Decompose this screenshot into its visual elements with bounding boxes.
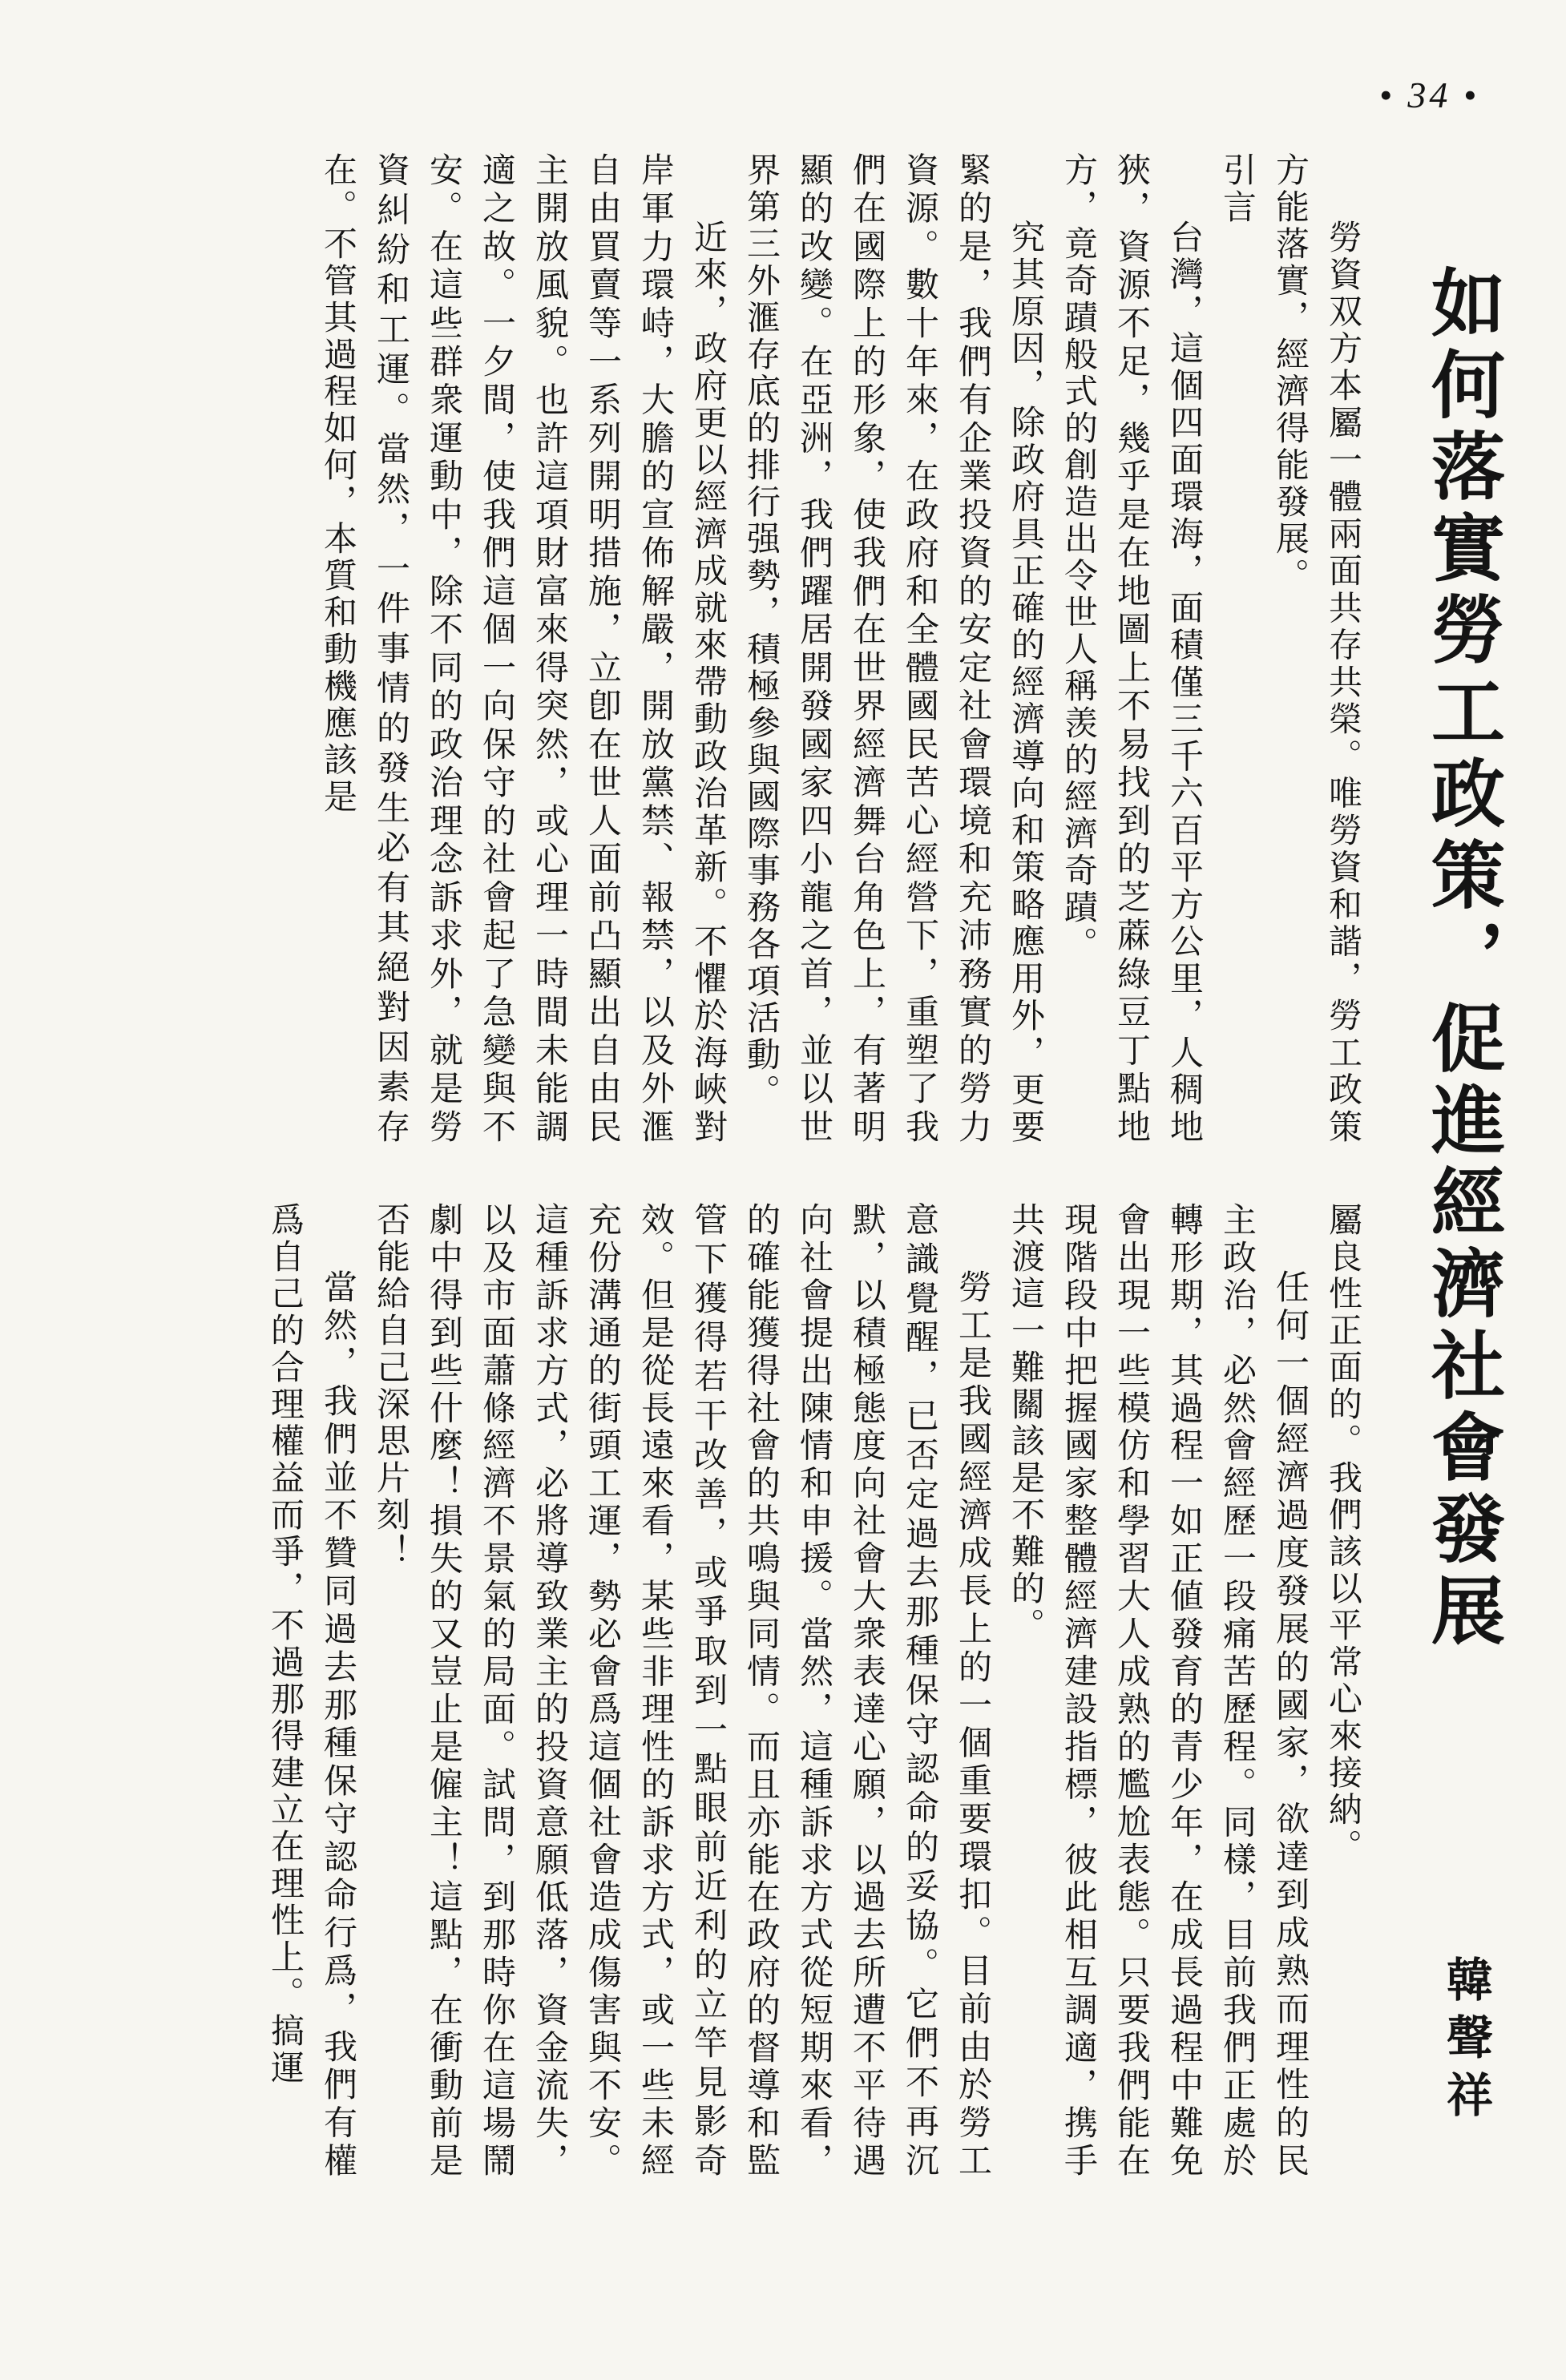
bottom-paragraph: 當然，我們並不贊同過去那種保守認命行爲，我們有權爲自己的合理權益而爭，不過那得建立在理性上。搞運: [266, 1202, 358, 2180]
top-paragraph: 近來，政府更以經濟成就來帶動政治革新。不懼於海峽對岸軍力環峙，大膽的宣佈解嚴，開放黨禁、報禁，以及外滙自由買賣等一系列開明措施，立卽在世人面前凸顯出自由民主開放風貌。也許這項財富來得突然，或心理一時間未能調適之故。一夕間，使我們這個一向保守的社會起了急變與不安。在這些群衆運動中，除不同的政治理念訴求外，就是勞資糾紛和工運。當然，一件事情的發生必有其絕對因素存在。不管其過程如何，本質和動機應該是: [319, 152, 729, 1146]
bottom-text-block: [200, 1202, 1370, 2180]
top-text-block: [200, 152, 1370, 1146]
article-title: 如何落實勞工政策，促進經濟社會發展: [1419, 264, 1505, 1654]
bottom-paragraph: 勞工是我國經濟成長上的一個重要環扣。目前由於勞工意識覺醒，已否定過去那種保守認命的妥協。它們不再沉默，以積極態度向社會大衆表達心願，以過去所遭不平待遇向社會提出陳情和申援。當然，這種訴求方式從短期來看，的確能獲得社會的共鳴與同情。而且亦能在政府的督導和監管下獲得若干改善，或爭取到一點眼前近利的立竿見影奇效。但是從長遠來看，某些非理性的訴求方式，或一些未經充份溝通的街頭工運，勢必會爲這個社會造成傷害與不安。這種訴求方式，必將導致業主的投資意願低落，資金流失，以及市面蕭條經濟不景氣的局面。試問，到那時你在這場鬧劇中得到些什麼！損失的又豈止是僱主！這點，在衝動前是否能給自己深思片刻！: [372, 1202, 993, 2180]
top-paragraph: 台灣，這個四面環海，面積僅三千六百平方公里，人稠地狹，資源不足，幾乎是在地圖上不易找到的芝蔴綠豆丁點地方，竟奇蹟般式的創造出令世人稱羡的經濟奇蹟。: [1059, 152, 1205, 1146]
bottom-paragraph: 任何一個經濟過度發展的國家，欲達到成熟而理性的民主政治，必然會經歷一段痛苦歷程。同樣，目前我們正處於轉形期，其過程一如正値發育的青少年，在成長過程中難免會出現一些模仿和學習大人成熟的尷尬表態。只要我們能在現階段中把握國家整體經濟建設指標，彼此相互調適，携手共渡這一難關該是不難的。: [1007, 1202, 1310, 2180]
page-number: • 34 •: [1378, 75, 1479, 115]
top-paragraph: 勞資双方本屬一體兩面共存共榮。唯勞資和諧，勞工政策方能落實，經濟得能發展。: [1271, 152, 1363, 1146]
top-paragraph: 究其原因，除政府具正確的經濟導向和策略應用外，更要緊的是，我們有企業投資的安定社會環境和充沛務實的勞力資源。數十年來，在政府和全體國民苦心經營下，重塑了我們在國際上的形象，使我們在世界經濟舞台角色上，有著明顯的改變。在亞洲，我們躍居開發國家四小龍之首，並以世界第三外滙存底的排行强勢，積極參與國際事務各項活動。: [742, 152, 1046, 1146]
article-author: 韓聲祥: [1439, 1955, 1493, 2128]
section-heading: 引言: [1218, 152, 1257, 226]
bottom-paragraph: 屬良性正面的。我們該以平常心來接納。: [1324, 1202, 1363, 1866]
